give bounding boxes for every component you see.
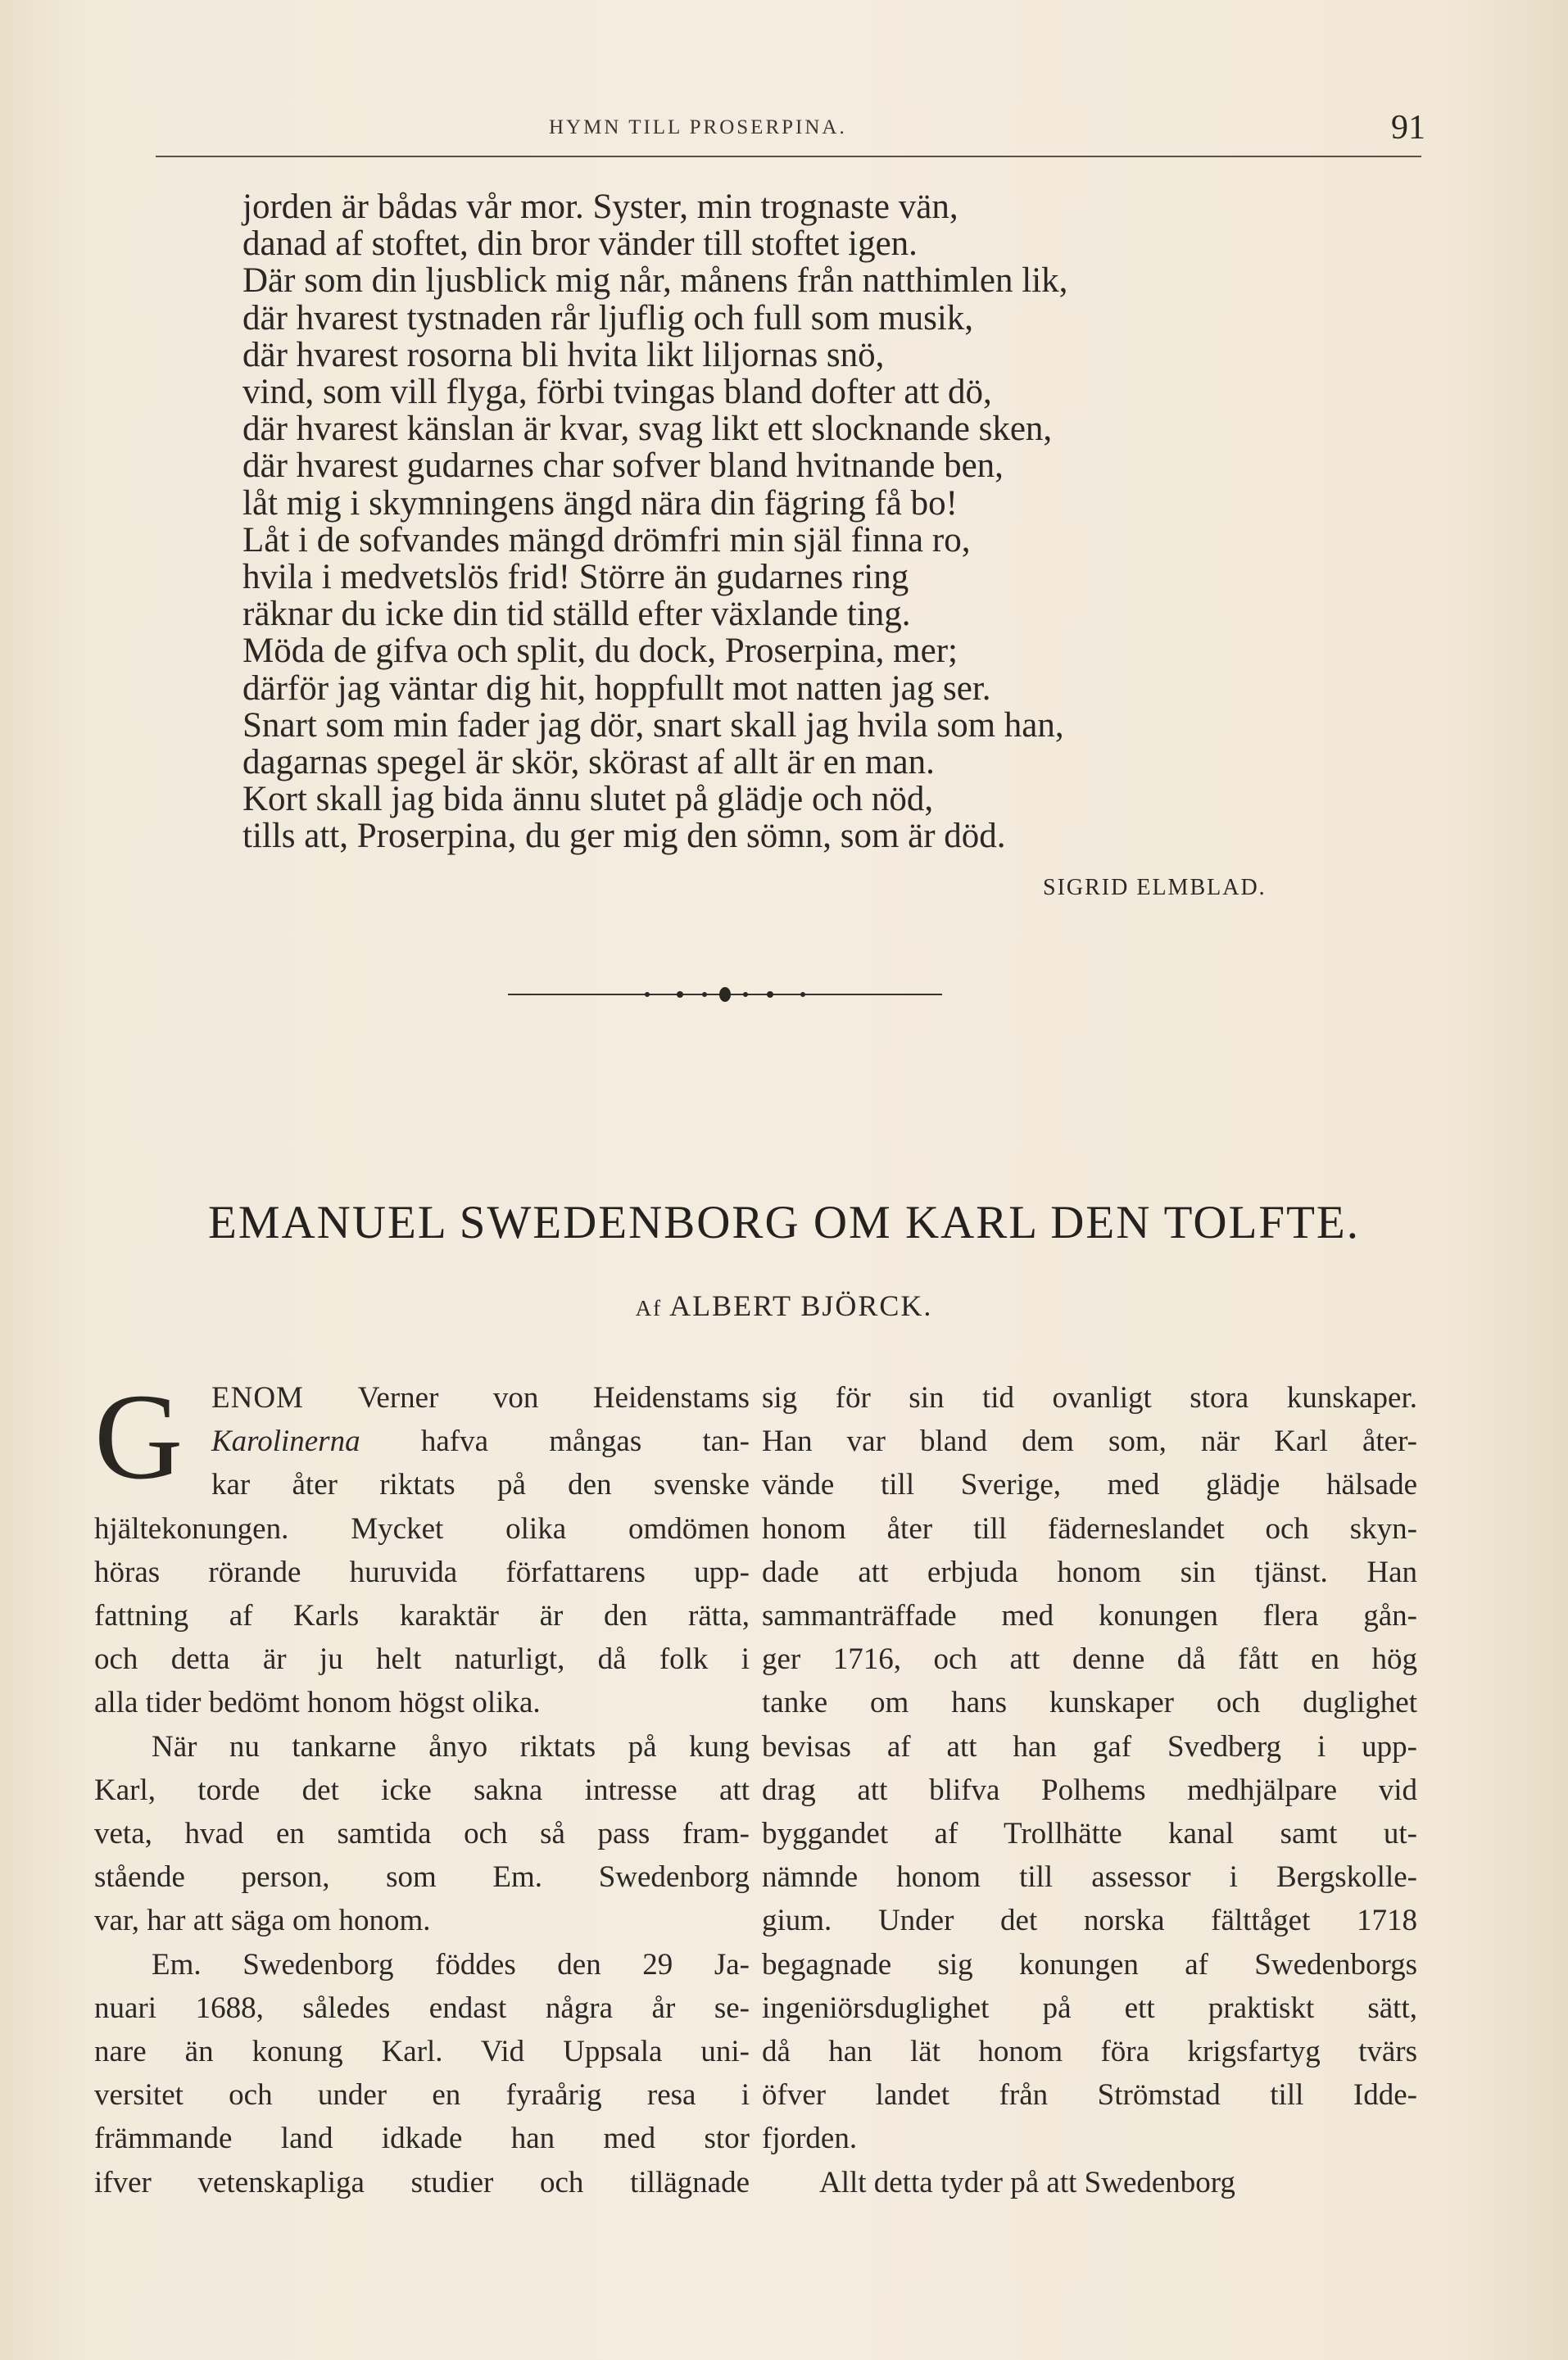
page-number: 91 xyxy=(1391,109,1425,147)
text-line: gium. Under det norska fälttåget 1718 xyxy=(762,1904,1417,1938)
text-line xyxy=(94,1376,750,1420)
ornament-divider xyxy=(508,978,942,1011)
text-line: Allt detta tyder på att Swedenborg xyxy=(819,2165,1235,2199)
article-column-right xyxy=(762,1376,1417,2204)
byline-prefix: Af xyxy=(635,1296,663,1320)
text-line: höras rörande huruvida författarens upp- xyxy=(94,1555,750,1589)
poem-line: där hvarest tystnaden rår ljuflig och full som musik, xyxy=(242,298,974,337)
poem-line: danad af stoftet, din bror vänder till stoftet igen. xyxy=(242,224,918,264)
poem-line: där hvarest rosorna bli hvita likt liljornas snö, xyxy=(242,335,885,374)
text-line: nämnde honom till assessor i Bergskolle- xyxy=(762,1860,1417,1895)
article-title: EMANUEL SWEDENBORG OM KARL DEN TOLFTE. xyxy=(208,1197,1360,1248)
text-line: fjorden. xyxy=(762,2122,858,2156)
text-line: dade att erbjuda honom sin tjänst. Han xyxy=(762,1555,1417,1589)
text-line: sig för sin tid ovanligt stora kunskaper. xyxy=(762,1381,1417,1415)
text-line: Karl, torde det icke sakna intresse att xyxy=(94,1773,750,1807)
poem-line: tills att, Proserpina, du ger mig den sömn, som är död. xyxy=(242,817,1006,856)
poem-line: Låt i de sofvandes mängd drömfri min själ finna ro, xyxy=(242,520,971,559)
drop-cap: G xyxy=(94,1369,184,1505)
text-line: veta, hvad en samtida och så pass fram- xyxy=(94,1817,750,1851)
article-column-left xyxy=(94,1369,750,2204)
poem-line: Där som din ljusblick mig når, månens från natthimlen lik, xyxy=(242,261,1068,301)
text-line: vände till Sverige, med glädje hälsade xyxy=(762,1468,1417,1502)
poem-line: där hvarest känslan är kvar, svag likt ett slocknande sken, xyxy=(242,410,1053,449)
text-line: nare än konung Karl. Vid Uppsala uni- xyxy=(94,2035,750,2069)
text-line: ingeniörsduglighet på ett praktiskt sätt, xyxy=(762,1991,1417,2025)
text-line: nuari 1688, således endast några år se- xyxy=(94,1991,750,2025)
poem-line: räknar du icke din tid ställd efter växlande ting. xyxy=(242,595,911,634)
poem-line: hvila i medvetslös frid! Större än gudarnes ring xyxy=(242,558,909,597)
text-line: alla tider bedömt honom högst olika. xyxy=(94,1686,541,1720)
poem-line: jorden är bådas vår mor. Syster, min trognaste vän, xyxy=(242,188,958,226)
text-line: öfver landet från Strömstad till Idde- xyxy=(762,2078,1417,2113)
text-line: Han var bland dem som, när Karl åter- xyxy=(762,1425,1417,1459)
text-line: främmande land idkade han med stor xyxy=(94,2122,750,2156)
poem-line: Kort skall jag bida ännu slutet på glädje och nöd, xyxy=(242,780,934,819)
text-line: kar åter riktats på den svenske xyxy=(211,1468,750,1502)
text-line: byggandet af Trollhätte kanal samt ut- xyxy=(762,1817,1417,1851)
text-line: begagnade sig konungen af Swedenborgs xyxy=(762,1947,1417,1982)
text-line: hjältekonungen. Mycket olika omdömen xyxy=(94,1511,750,1546)
text-line: tanke om hans kunskaper och duglighet xyxy=(762,1686,1417,1720)
text-line: versitet och under en fyraårig resa i xyxy=(94,2078,750,2113)
text-line: och detta är ju helt naturligt, då folk i xyxy=(94,1642,750,1677)
text-line: drag att blifva Polhems medhjälpare vid xyxy=(762,1773,1417,1807)
text-line: Em. Swedenborg föddes den 29 Ja- xyxy=(152,1947,750,1982)
text-line: ger 1716, och att denne då fått en hög xyxy=(762,1642,1417,1677)
poem-signature: SIGRID ELMBLAD. xyxy=(1043,875,1267,900)
text-line xyxy=(94,1420,750,1463)
text-line: sammanträffade med konungen flera gån- xyxy=(762,1599,1417,1633)
text-line: stående person, som Em. Swedenborg xyxy=(94,1860,750,1895)
book-title-italic: Karolinerna xyxy=(211,1425,360,1459)
header-rule xyxy=(156,156,1421,157)
text-line: När nu tankarne ånyo riktats på kung xyxy=(152,1729,750,1764)
poem xyxy=(242,188,1373,855)
text-fragment: Verner von Heidenstams xyxy=(303,1381,750,1415)
text-line: fattning af Karls karaktär är den rätta, xyxy=(94,1599,750,1633)
poem-line: därför jag väntar dig hit, hoppfullt mot natten jag ser. xyxy=(242,668,991,708)
text-line: ifver vetenskapliga studier och tillägnade xyxy=(94,2165,750,2199)
running-head-title: HYMN TILL PROSERPINA. xyxy=(549,116,847,138)
poem-line: dagarnas spegel är skör, skörast af allt är en man. xyxy=(242,743,935,782)
byline-author: ALBERT BJÖRCK. xyxy=(669,1289,933,1322)
text-fragment: hafva mångas tan- xyxy=(360,1425,750,1459)
lead-word: ENOM xyxy=(211,1381,304,1415)
text-line: honom åter till fäderneslandet och skyn- xyxy=(762,1511,1417,1546)
text-line: var, har att säga om honom. xyxy=(94,1904,431,1938)
running-head xyxy=(0,108,1568,157)
text-line: bevisas af att han gaf Svedberg i upp- xyxy=(762,1729,1417,1764)
poem-line: vind, som vill flyga, förbi tvingas bland dofter att dö, xyxy=(242,373,992,412)
poem-line: där hvarest gudarnes char sofver bland hvitnande ben, xyxy=(242,446,1004,486)
poem-line: Möda de gifva och split, du dock, Proserpina, mer; xyxy=(242,632,958,671)
poem-line: Snart som min fader jag dör, snart skall jag hvila som han, xyxy=(242,705,1064,745)
poem-line: låt mig i skymningens ängd nära din fägring få bo! xyxy=(242,483,958,523)
text-line: då han lät honom föra krigsfartyg tvärs xyxy=(762,2035,1417,2069)
byline xyxy=(0,1289,1568,1323)
